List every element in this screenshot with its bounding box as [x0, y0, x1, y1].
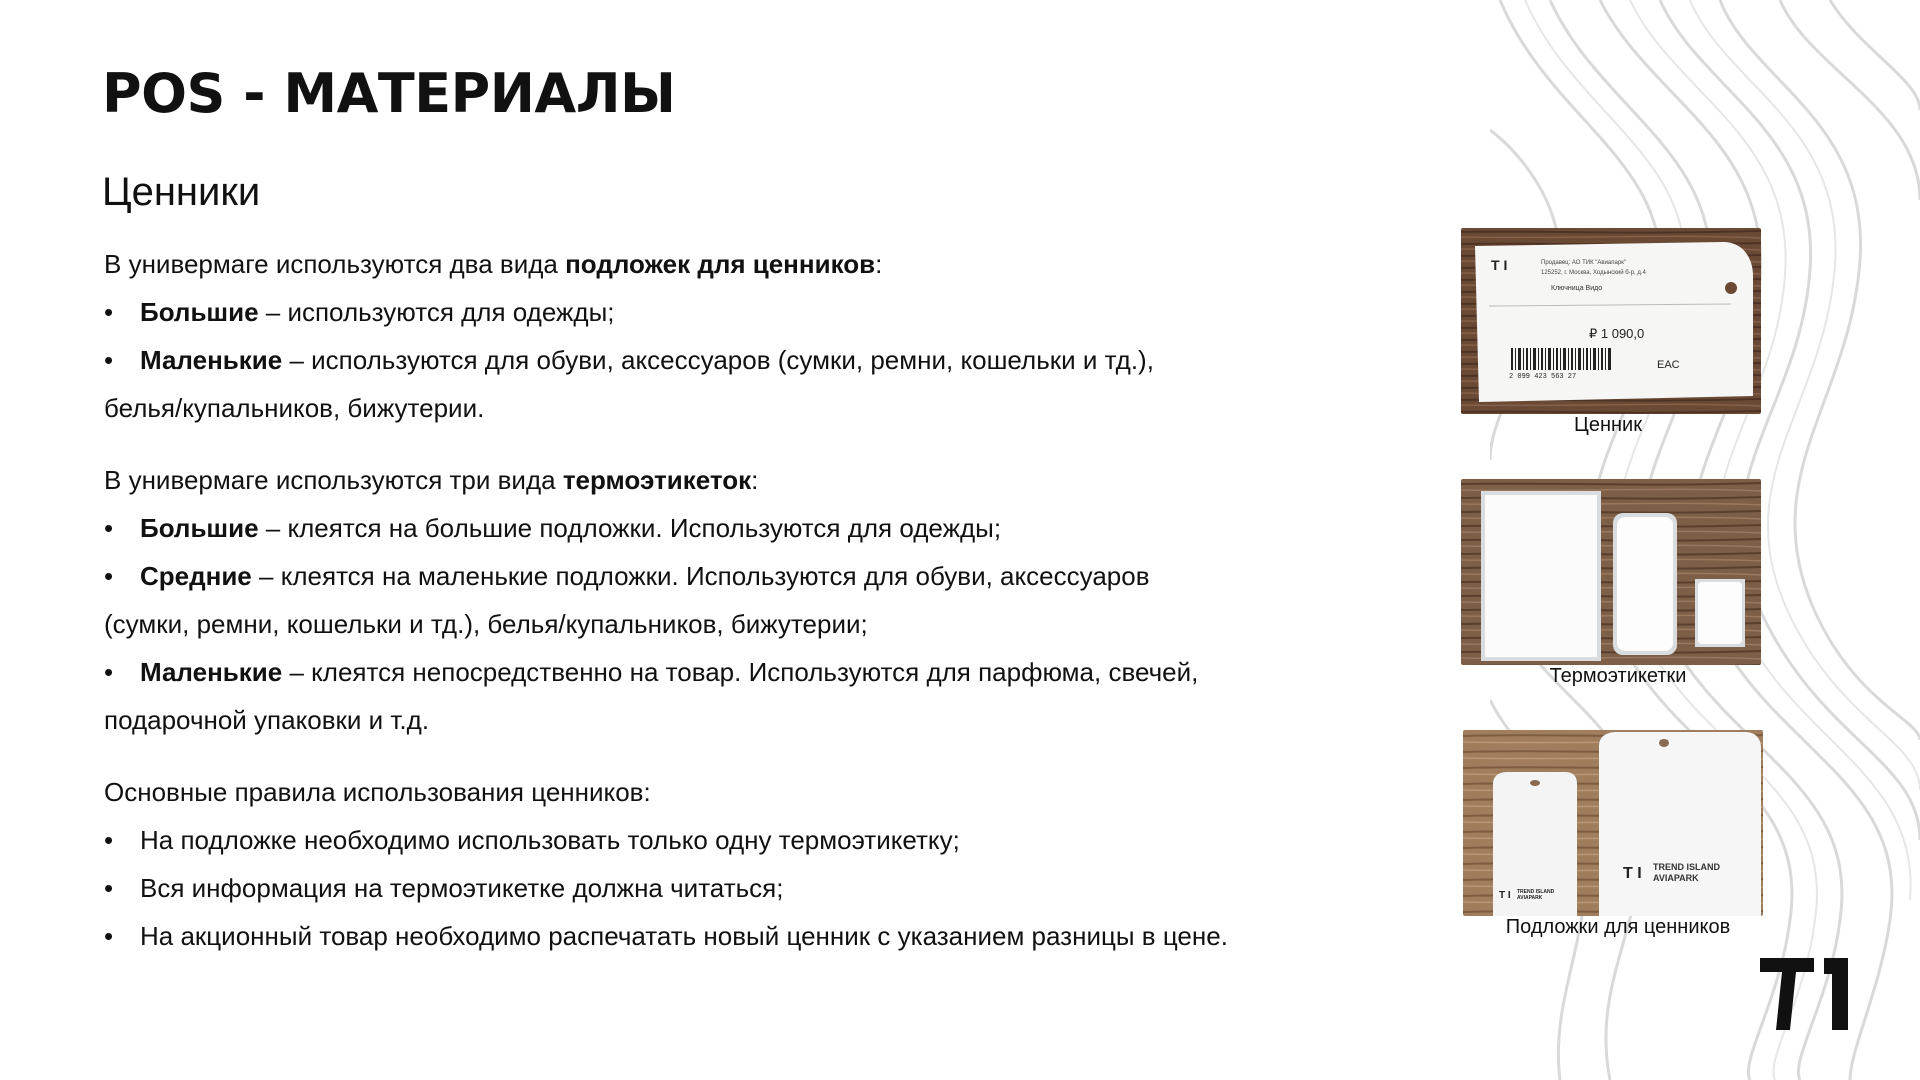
- section2-intro: В универмаге используются три вида термоэтикеток:: [104, 465, 759, 495]
- list-item: • Маленькие – используются для обуви, аксессуаров (сумки, ремни, кошельки и тд.),: [104, 345, 1154, 375]
- thermo-labels-caption: Термоэтикетки: [1549, 665, 1687, 687]
- tag-backings-photo: [1463, 730, 1763, 916]
- svg-text:EAC: EAC: [1657, 359, 1680, 371]
- main-text: [104, 240, 1304, 960]
- price-tag-caption: Ценник: [1574, 414, 1642, 436]
- list-item: • Вся информация на термоэтикетке должна читаться;: [104, 873, 784, 903]
- rules-heading: Основные правила использования ценников:: [104, 777, 651, 807]
- svg-text:T I: T I: [1499, 890, 1511, 901]
- svg-text:TREND ISLAND: TREND ISLAND: [1653, 862, 1720, 872]
- svg-text:₽ 1 090,0: ₽ 1 090,0: [1589, 326, 1645, 341]
- section1-intro: В универмаге используются два вида подложек для ценников:: [104, 249, 883, 279]
- list-item: • Большие – используются для одежды;: [104, 297, 615, 327]
- svg-text:TREND ISLAND: TREND ISLAND: [1517, 889, 1555, 895]
- list-continuation: белья/купальников, бижутерии.: [104, 393, 485, 423]
- page-title: POS - МАТЕРИАЛЫ: [102, 62, 676, 125]
- list-item: • На акционный товар необходимо распечатать новый ценник с указанием разницы в цене.: [104, 921, 1228, 951]
- list-item: • На подложке необходимо использовать только одну термоэтикетку;: [104, 825, 960, 855]
- tag-backings-caption: Подложки для ценников: [1505, 916, 1731, 938]
- list-item: • Большие – клеятся на большие подложки. Используются для одежды;: [104, 513, 1002, 543]
- svg-text:T I: T I: [1491, 257, 1508, 273]
- svg-text:125252, г. Москва, Ходынский б: 125252, г. Москва, Ходынский б-р, д.4: [1541, 270, 1646, 276]
- list-continuation: (сумки, ремни, кошельки и тд.), белья/купальников, бижутерии;: [104, 609, 868, 639]
- thermo-labels-photo: [1461, 479, 1761, 665]
- list-item: • Маленькие – клеятся непосредственно на товар. Используются для парфюма, свечей,: [104, 657, 1199, 687]
- section-subtitle: Ценники: [102, 170, 261, 214]
- svg-text:AVIAPARK: AVIAPARK: [1653, 873, 1699, 883]
- price-tag-photo: [1461, 228, 1761, 414]
- svg-text:AVIAPARK: AVIAPARK: [1517, 895, 1543, 901]
- svg-text:T I: T I: [1623, 865, 1642, 882]
- svg-text:Ключница Видо: Ключница Видо: [1551, 285, 1603, 292]
- list-continuation: подарочной упаковки и т.д.: [104, 705, 430, 735]
- brand-logo: [1760, 958, 1850, 1030]
- list-item: • Средние – клеятся на маленькие подложки. Используются для обуви, аксессуаров: [104, 561, 1150, 591]
- svg-text:2 099 423 563 27: 2 099 423 563 27: [1509, 373, 1577, 381]
- svg-text:Продавец: АО ТИК "Авиапарк": Продавец: АО ТИК "Авиапарк": [1541, 260, 1626, 266]
